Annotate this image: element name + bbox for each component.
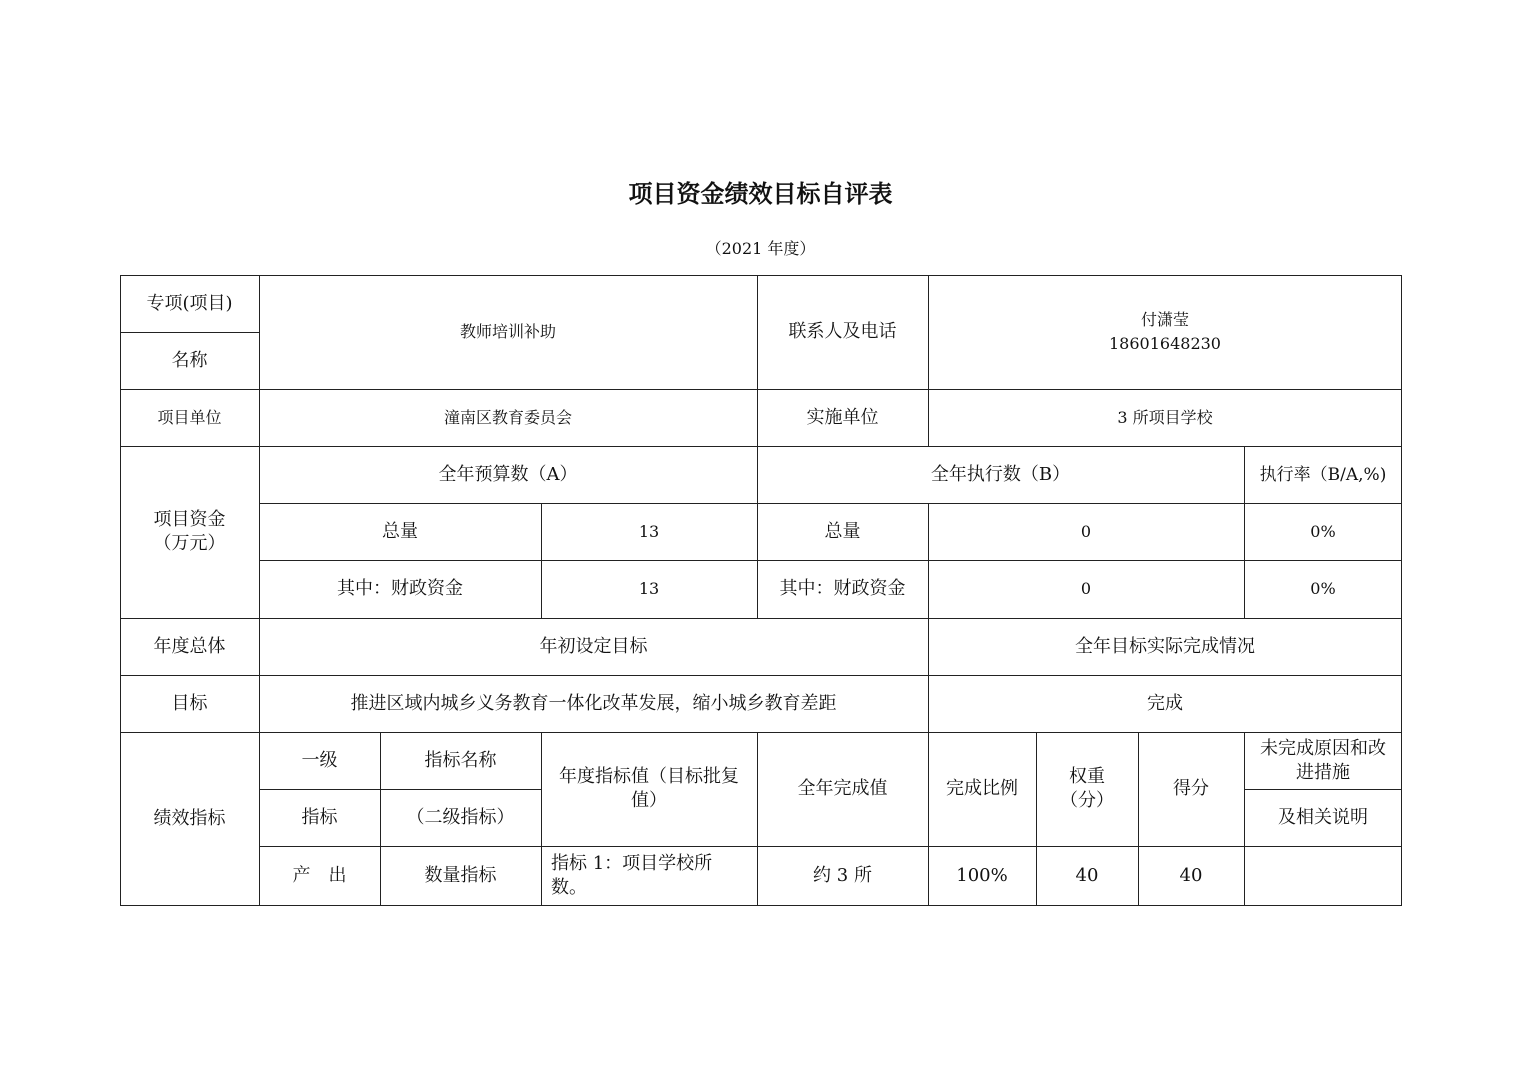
- row-actual: 约 3 所: [813, 864, 872, 886]
- row-weight: 40: [1075, 864, 1099, 886]
- level1-header-top: 一级: [301, 749, 338, 771]
- ratio-header: 完成比例: [946, 778, 1018, 799]
- weight-header: [1036, 732, 1138, 846]
- budget-fiscal-value: 13: [638, 579, 660, 598]
- level1-header-bottom: 指标: [301, 806, 338, 828]
- weight-header-line1: 权重: [1069, 766, 1105, 787]
- reason-header-top: [1244, 732, 1402, 789]
- report-year: （2021 年度）: [705, 239, 816, 258]
- target-header-line1: 年度指标值（目标批复: [559, 766, 739, 787]
- project-name-label-bottom: 名称: [171, 349, 208, 371]
- indicator-name-header-bottom: （二级指标）: [406, 806, 515, 828]
- exec-fiscal-value: 0: [1080, 579, 1092, 598]
- project-unit-label: 项目单位: [157, 407, 222, 427]
- weight-header-line2: （分）: [1060, 790, 1114, 811]
- target-header: [541, 732, 757, 846]
- budget-total-value: 13: [638, 521, 660, 541]
- reason-header-bottom: 及相关说明: [1278, 806, 1368, 828]
- row-target-line1: 指标 1：项目学校所: [551, 852, 713, 874]
- contact-value: [928, 275, 1402, 389]
- row-target: [541, 846, 757, 905]
- goal-actual-value: 完成: [1147, 692, 1183, 714]
- funds-label-top: 项目资金: [153, 509, 226, 530]
- rate-fiscal-value: 0%: [1310, 579, 1336, 598]
- score-header: 得分: [1173, 778, 1209, 799]
- rate-header: 执行率（B/A,%): [1259, 464, 1387, 485]
- budget-header: 全年预算数（A）: [438, 463, 578, 485]
- exec-fiscal-label: 其中：财政资金: [779, 578, 906, 599]
- contact-phone: 18601648230: [1109, 334, 1221, 353]
- goal-actual-header: 全年目标实际完成情况: [1075, 635, 1255, 657]
- indicators-label: 绩效指标: [153, 807, 226, 829]
- project-name-label-top: 专项(项目): [146, 292, 233, 314]
- row-indicator-name: 数量指标: [424, 864, 497, 886]
- contact-label: 联系人及电话: [788, 321, 897, 342]
- row-level1: 产 出: [292, 864, 347, 886]
- budget-total-label: 总量: [382, 520, 418, 542]
- target-header-line2: 值）: [631, 790, 667, 811]
- row-ratio: 100%: [956, 864, 1008, 886]
- goal-set-header: 年初设定目标: [539, 635, 648, 657]
- rate-total-value: 0%: [1310, 521, 1336, 541]
- contact-name: 付潇莹: [1140, 310, 1189, 329]
- row-target-line2: 数。: [551, 876, 587, 898]
- page-title: 项目资金绩效目标自评表: [628, 180, 893, 208]
- funds-label: [120, 446, 259, 618]
- exec-header: 全年执行数（B）: [930, 463, 1071, 485]
- indicator-name-header-top: 指标名称: [424, 749, 497, 771]
- exec-total-value: 0: [1080, 521, 1092, 541]
- reason-header-line2: 进措施: [1296, 761, 1350, 783]
- exec-total-label: 总量: [824, 520, 861, 542]
- budget-fiscal-label: 其中：财政资金: [337, 578, 463, 599]
- project-unit-value: 潼南区教育委员会: [443, 407, 572, 427]
- row-reason: [1244, 846, 1402, 905]
- row-score: 40: [1179, 864, 1203, 886]
- reason-header-line1: 未完成原因和改: [1260, 737, 1386, 759]
- impl-unit-label: 实施单位: [806, 406, 879, 428]
- goal-label-top: 年度总体: [153, 635, 226, 657]
- actual-header: 全年完成值: [797, 778, 888, 799]
- impl-unit-value: 3 所项目学校: [1117, 407, 1213, 427]
- goal-set-value: 推进区域内城乡义务教育一体化改革发展，缩小城乡教育差距: [350, 692, 837, 714]
- goal-label-bottom: 目标: [171, 692, 208, 714]
- project-name-value: 教师培训补助: [459, 322, 556, 341]
- evaluation-table: [120, 275, 1402, 906]
- funds-label-bottom: （万元）: [153, 533, 226, 554]
